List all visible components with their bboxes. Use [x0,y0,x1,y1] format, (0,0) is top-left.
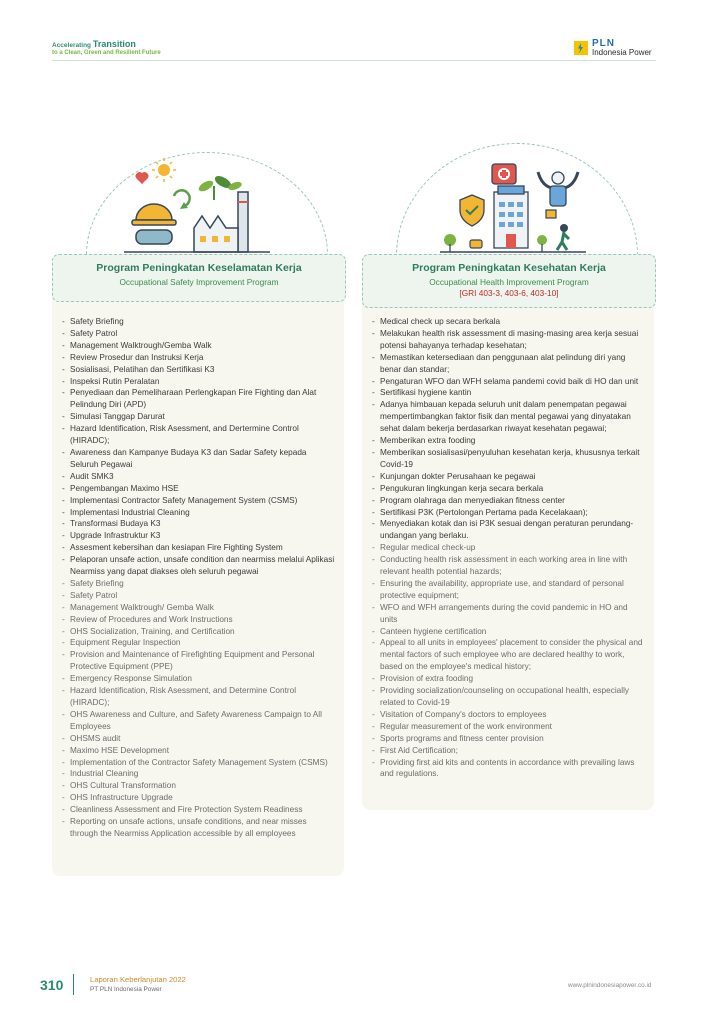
list-item: - Menyediakan kotak dan isi P3K sesuai dengan peraturan perundang-undangan yang berlaku. [372,518,646,542]
list-item: - Kunjungan dokter Perusahaan ke pegawai [372,471,646,483]
safety-illustration-icon [122,158,272,258]
header-divider [52,60,656,61]
list-item: - Providing first aid kits and contents in accordance with prevailing laws and regulations. [372,757,646,781]
list-item: - Pengembangan Maximo HSE [62,483,336,495]
report-name: Laporan Keberlanjutan 2022 [90,975,186,984]
list-item: - Melakukan health risk assessment di masing-masing area kerja sesuai potensi bahayanya terhadap kesehatan; [372,328,646,352]
list-item: - Memastikan ketersediaan dan penggunaan alat pelindung diri yang benar dan standar; [372,352,646,376]
list-item: - Industrial Cleaning [62,768,336,780]
list-item: - Hazard Identification, Risk Asessment, and Determine Control (HIRADC); [62,685,336,709]
list-item: - Pelaporan unsafe action, unsafe condition dan nearmiss melalui Aplikasi Nearmiss yang dapat diakses oleh seluruh pegawai [62,554,336,578]
tagline-big: Transition [92,39,136,49]
list-item: - Providing socialization/counseling on occupational health, especially related to Covid-19 [372,685,646,709]
list-item: - Inspeksi Rutin Peralatan [62,376,336,388]
gri-reference: [GRI 403-3, 403-6, 403-10] [459,288,559,298]
list-item: - OHS Infrastructure Upgrade [62,792,336,804]
list-item: - Reporting on unsafe actions, unsafe conditions, and near misses through the Nearmiss Application accessible by all employees [62,816,336,840]
list-item: - Provision of extra fooding [372,673,646,685]
list-item: - Implementasi Industrial Cleaning [62,507,336,519]
list-item: - Conducting health risk assessment in each working area in line with relevant health potential hazards; [372,554,646,578]
website-link[interactable]: www.plnindonesiapower.co.id [568,982,652,989]
health-program-title: Program Peningkatan Kesehatan Kerja [412,262,606,274]
list-item: - Ensuring the availability, appropriate use, and standard of personal protective equipment; [372,578,646,602]
list-item: - Sports programs and fitness center provision [372,733,646,745]
list-item: - Emergency Response Simulation [62,673,336,685]
list-item: - Maximo HSE Development [62,745,336,757]
list-item: - Regular measurement of the work environment [372,721,646,733]
list-item: - OHSMS audit [62,733,336,745]
list-item: - Medical check up secara berkala [372,316,646,328]
list-item: - Hazard Identification, Risk Asessment, and Dertermine Control (HIRADC); [62,423,336,447]
list-item: - Safety Briefing [62,316,336,328]
list-item: - Program olahraga dan menyediakan fitness center [372,495,646,507]
report-tagline [52,40,161,56]
health-program-list [372,316,646,780]
list-item: - Sertifikasi hygiene kantin [372,387,646,399]
list-item: - Sertifikasi P3K (Pertolongan Pertama pada Kecelakaan); [372,507,646,519]
list-item: - Implementation of the Contractor Safety Management System (CSMS) [62,757,336,769]
list-item: - Assesment kebersihan dan kesiapan Fire Fighting System [62,542,336,554]
safety-title-box [52,254,346,302]
list-item: - WFO and WFH arrangements during the covid pandemic in HO and units [372,602,646,626]
list-item: - Management Walktrough/Gemba Walk [62,340,336,352]
health-program-subtitle: Occupational Health Improvement Program [429,277,589,287]
list-item: - Review Prosedur dan Instruksi Kerja [62,352,336,364]
list-item: - First Aid Certification; [372,745,646,757]
tagline-line2: to a Clean, Green and Resilient Future [52,49,161,56]
list-item: - Provision and Maintenance of Firefighting Equipment and Personal Protective Equipment (PPE) [62,649,336,673]
list-item: - Review of Procedures and Work Instructions [62,614,336,626]
health-illustration-icon [438,158,588,256]
list-item: - Visitation of Company's doctors to employees [372,709,646,721]
page-number: 310 [40,977,64,993]
list-item: - Memberikan sosialisasi/penyuluhan kesehatan kerja, khususnya terkait Covid-19 [372,447,646,471]
list-item: - Adanya himbauan kepada seluruh unit dalam penempatan pegawai mempertimbangkan faktor fisik dan mental pegawai yang dinyatakan sehat dalam bekerja berdasarkan riwayat kesehatan pegawai; [372,399,646,435]
safety-program-title: Program Peningkatan Keselamatan Kerja [96,262,302,274]
safety-program-list [62,316,336,840]
list-item: - Penyediaan dan Pemeliharaan Perlengkapan Fire Fighting dan Alat Pelindung Diri (APD) [62,387,336,411]
safety-program-subtitle: Occupational Safety Improvement Program [119,277,279,287]
company-name: PT PLN Indonesia Power [90,986,162,993]
list-item: - Simulasi Tanggap Darurat [62,411,336,423]
logo-name: PLN [592,38,615,49]
list-item: - Awareness dan Kampanye Budaya K3 dan Sadar Safety kepada Seluruh Pegawai [62,447,336,471]
footer-divider [73,974,74,995]
list-item: - OHS Awareness and Culture, and Safety Awareness Campaign to All Employees [62,709,336,733]
list-item: - Equipment Regular Inspection [62,637,336,649]
list-item: - Cleanliness Assessment and Fire Protection System Readiness [62,804,336,816]
tagline-small: Accelerating [52,42,92,49]
list-item: - OHS Socialization, Training, and Certification [62,626,336,638]
list-item: - Safety Patrol [62,328,336,340]
list-item: - Upgrade Infrastruktur K3 [62,530,336,542]
list-item: - OHS Cultural Transformation [62,780,336,792]
list-item: - Regular medical check-up [372,542,646,554]
list-item: - Memberikan extra fooding [372,435,646,447]
list-item: - Pengaturan WFO dan WFH selama pandemi covid baik di HO dan unit [372,376,646,388]
list-item: - Safety Patrol [62,590,336,602]
list-item: - Safety Briefing [62,578,336,590]
list-item: - Audit SMK3 [62,471,336,483]
company-logo [574,39,652,57]
list-item: - Management Walktrough/ Gemba Walk [62,602,336,614]
list-item: - Pengukuran lingkungan kerja secara berkala [372,483,646,495]
list-item: - Implementasi Contractor Safety Management System (CSMS) [62,495,336,507]
logo-subtitle: Indonesia Power [592,48,652,57]
lightning-logo-icon [574,41,588,55]
list-item: - Canteen hygiene certification [372,626,646,638]
list-item: - Appeal to all units in employees' placement to consider the physical and mental factors of such employee who are declared healthy to work, based on the employee's medical history; [372,637,646,673]
list-item: - Sosialisasi, Pelatihan dan Sertifikasi K3 [62,364,336,376]
list-item: - Transformasi Budaya K3 [62,518,336,530]
health-title-box [362,254,656,308]
